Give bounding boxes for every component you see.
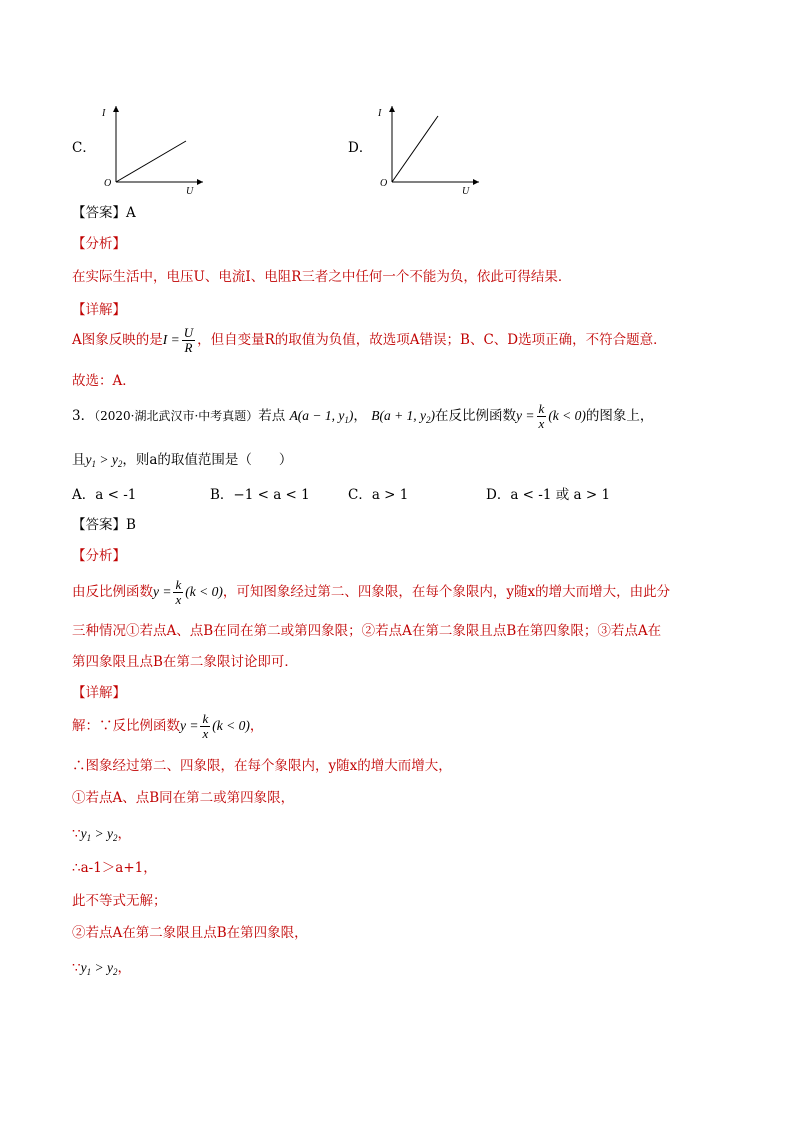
graph-d-line [392, 116, 438, 182]
option-d-label: D． [348, 140, 373, 156]
q2-detail-text: A图象反映的是I = $\frac{U}{R}$ ，但自变量R的取值为负值，故选项A错误；B、C、D选项正确，不符合题意． [72, 325, 667, 355]
q3-stem-line2: 且$y_1 > y_2$，则a的取值范围是（ ） [72, 452, 293, 469]
point-b: B(a + 1, $y_2$) [371, 408, 436, 425]
graph-d-y-label: I [378, 108, 382, 119]
q3-option-c: C．a > 1 [348, 487, 409, 503]
graph-c-line [116, 141, 186, 182]
option-c-label: C． [72, 140, 96, 156]
q3-option-a: A．a < -1 [72, 487, 137, 503]
inequality-y1-gt-y2: $y_1 > y_2$ [85, 452, 123, 469]
q2-answer: 【答案】A [72, 205, 136, 221]
graph-d-x-label: U [462, 186, 470, 197]
q3-analysis-heading: 【分析】 [72, 548, 126, 564]
q3-solution-line4: ∴a-1＞a+1， [72, 860, 157, 876]
q3-detail-heading: 【详解】 [72, 685, 126, 701]
graph-c-origin: O [104, 178, 112, 189]
q3-solution-line3: $\because y_1 > y_2$， [72, 826, 131, 843]
q3-option-d: D．a < -1 或 a > 1 [486, 487, 611, 503]
graph-c-y-label: I [102, 108, 106, 119]
q3-solution-line0: 解：∵反比例函数y = $\frac{k}{x}$ (k < 0)， [72, 711, 264, 741]
q2-analysis-heading: 【分析】 [72, 236, 126, 252]
q3-analysis-line3: 第四象限且点B在第二象限讨论即可． [72, 654, 298, 670]
q3-solution-line2: ①若点A、点B同在第二或第四象限， [72, 790, 295, 806]
graph-c-x-label: U [186, 186, 194, 197]
q3-solution-line6: ②若点A在第二象限且点B在第四象限， [72, 925, 308, 941]
q2-analysis-text: 在实际生活中，电压U、电流I、电阻R三者之中任何一个不能为负，依此可得结果． [72, 269, 572, 285]
q3-solution-line5: 此不等式无解； [72, 893, 167, 909]
q3-analysis-line1: 由反比例函数y = $\frac{k}{x}$ (k < 0)，可知图象经过第二、四象限，在每个象限内，y随x的增大而增大，由此分 [72, 577, 671, 607]
graph-d [374, 98, 484, 198]
q3-analysis-line2: 三种情况①若点A、点B在同在第二或第四象限；②若点A在第二象限且点B在第四象限；③若点A在 [72, 623, 662, 639]
function-k-over-x: $\frac{k}{x}$ [538, 401, 545, 431]
graph-c [98, 98, 208, 198]
graph-d-origin: O [380, 178, 388, 189]
q3-option-b: B．−1 < a < 1 [210, 487, 310, 503]
q2-detail-heading: 【详解】 [72, 302, 126, 318]
q3-stem-line1: 3．（2020·湖北武汉市·中考真题）若点 A(a − 1, $y_1$)， B(a + 1, $y_2$)在反比例函数y = $\frac{k}{x}$ (k < 0)的图象上， [72, 401, 654, 431]
q2-choose: 故选：A． [72, 373, 136, 389]
formula-u-over-r: $\frac{U}{R}$ [183, 325, 194, 355]
q3-solution-line1: ∴图象经过第二、四象限，在每个象限内，y随x的增大而增大， [72, 758, 452, 774]
q3-solution-line7: $\because y_1 > y_2$， [72, 960, 131, 977]
point-a: A(a − 1, $y_1$) [289, 408, 354, 425]
q3-answer: 【答案】B [72, 517, 136, 533]
